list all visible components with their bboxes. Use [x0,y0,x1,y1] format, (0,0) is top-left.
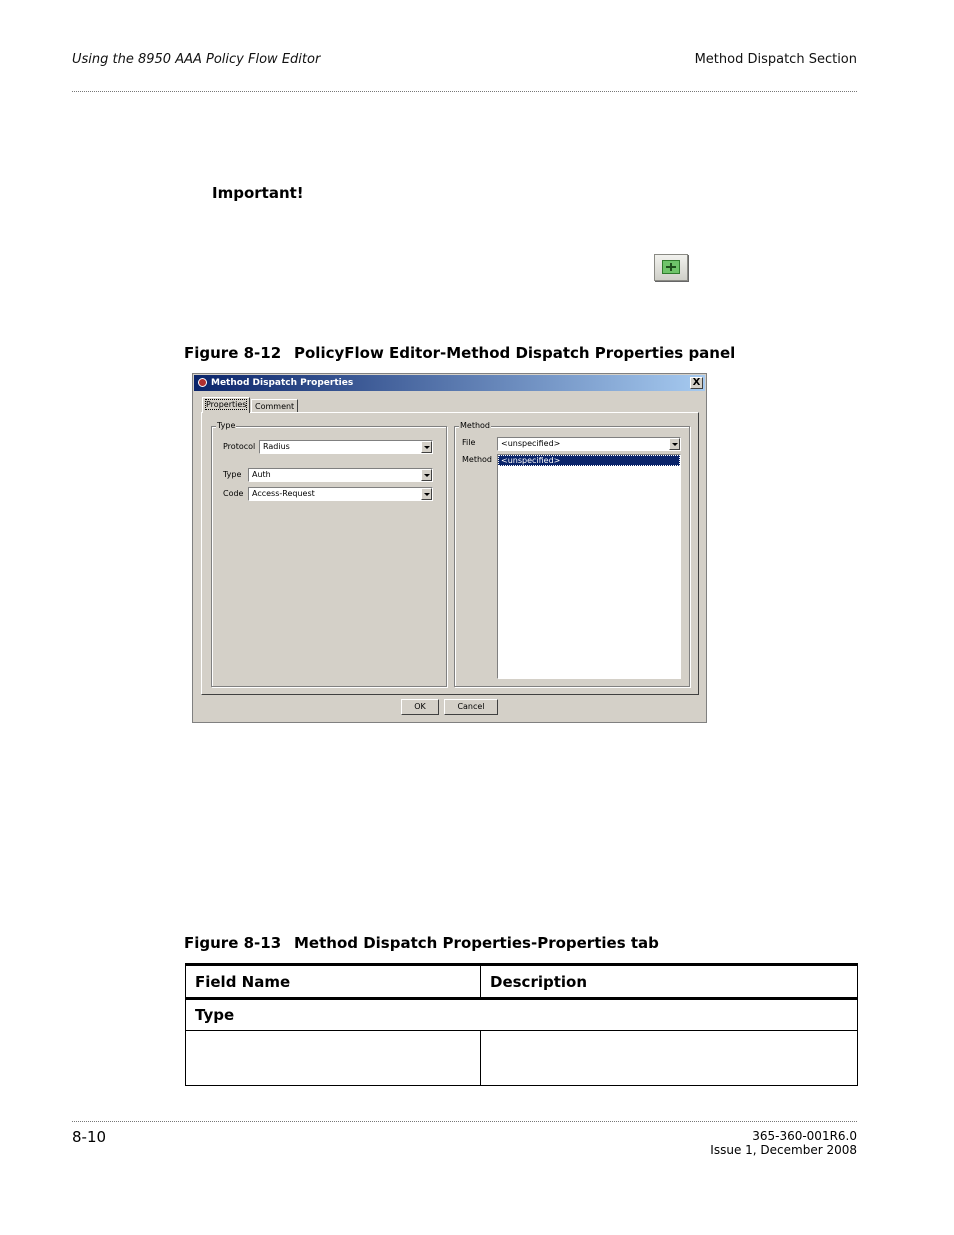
chevron-down-icon[interactable] [421,469,432,481]
protocol-value: Radius [263,442,290,451]
method-group-legend: Method [460,421,491,430]
properties-tab-panel [201,412,699,695]
cancel-button[interactable]: Cancel [444,699,498,715]
app-logo-icon [198,378,207,387]
method-dispatch-properties-dialog [192,373,707,723]
code-value: Access-Request [252,489,315,498]
properties-table [185,963,858,1086]
table-row [186,1031,858,1086]
chevron-down-icon[interactable] [669,438,680,450]
chevron-down-icon[interactable] [421,441,432,453]
protocol-label: Protocol [223,442,256,451]
method-label: Method [462,455,493,464]
doc-number: 365-360-001R6.0 [752,1129,857,1143]
table-cell [186,1031,481,1086]
header-divider [72,91,857,92]
close-button[interactable]: X [690,377,703,389]
figure-12-number: Figure 8-12 [184,344,282,362]
tab-properties[interactable]: Properties [202,397,250,413]
method-listbox[interactable] [497,454,681,679]
chevron-down-icon[interactable] [421,488,432,500]
file-select[interactable] [497,437,681,451]
footer-divider [72,1121,857,1122]
figure-12-caption [184,344,735,362]
column-header-description: Description [481,965,858,999]
figure-13-title: Method Dispatch Properties-Properties tab [294,934,659,952]
page-number: 8-10 [72,1128,107,1146]
code-label: Code [223,489,244,498]
running-header-title: Using the 8950 AAA Policy Flow Editor [72,52,321,67]
table-cell [481,1031,858,1086]
column-header-field-name: Field Name [186,965,481,999]
figure-13-number: Figure 8-13 [184,934,282,952]
issue-date: Issue 1, December 2008 [710,1143,857,1157]
method-group [454,421,690,687]
type-value: Auth [252,470,271,479]
dialog-title: Method Dispatch Properties [211,378,354,388]
important-label: Important! [212,184,304,202]
file-value: <unspecified> [501,439,561,448]
type-group-legend: Type [217,421,236,430]
protocol-select[interactable] [259,440,433,454]
green-plus-icon [654,254,688,281]
ok-button[interactable]: OK [401,699,439,715]
type-select[interactable] [248,468,433,482]
code-select[interactable] [248,487,433,501]
tab-comment[interactable]: Comment [251,399,298,413]
file-label: File [462,438,476,447]
figure-12-title: PolicyFlow Editor-Method Dispatch Properties panel [294,344,736,362]
document-id [710,1129,857,1157]
figure-13-caption [184,934,659,952]
running-header-section: Method Dispatch Section [694,52,857,67]
type-group [211,421,447,687]
list-item[interactable]: <unspecified> [498,455,680,466]
dialog-titlebar [194,375,705,391]
table-section-type: Type [186,999,858,1031]
type-label: Type [223,470,242,479]
